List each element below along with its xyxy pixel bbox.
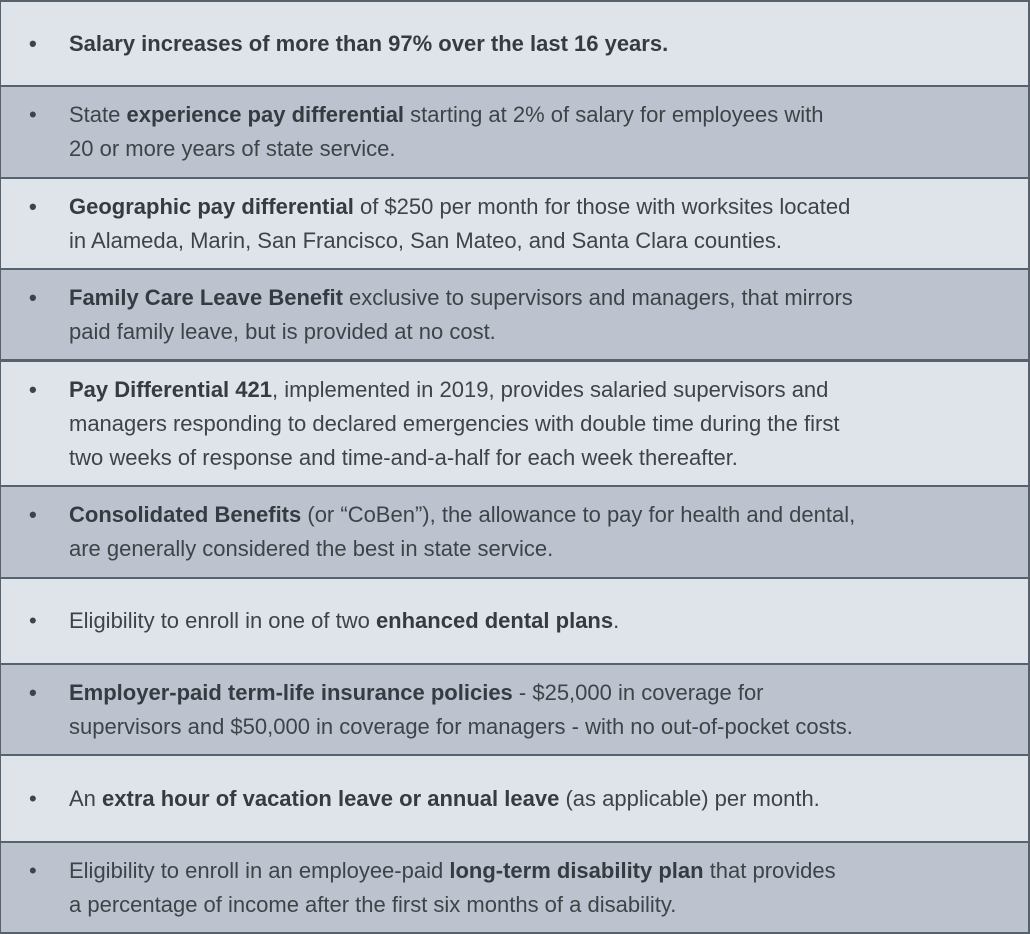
benefit-highlight: experience pay differential (126, 102, 405, 127)
benefit-text-segment: . (613, 608, 620, 633)
benefit-text-segment: in Alameda, Marin, San Francisco, San Mateo, and Santa Clara counties. (69, 228, 782, 253)
benefit-text-line (69, 441, 968, 475)
benefit-text (69, 98, 968, 166)
benefit-text-line (69, 782, 968, 816)
benefit-row (1, 843, 1028, 932)
benefit-text-segment: (or “CoBen”), the allowance to pay for health and dental, (301, 502, 856, 527)
benefit-highlight: Consolidated Benefits (69, 502, 302, 527)
benefit-text-line (69, 27, 968, 61)
benefit-text-segment: supervisors and $50,000 in coverage for managers - with no out-of-pocket costs. (69, 714, 853, 739)
benefit-text-line (69, 854, 968, 888)
benefit-text (69, 190, 968, 258)
benefit-text (69, 676, 968, 744)
benefit-text-line (69, 190, 968, 224)
benefit-text-line (69, 498, 968, 532)
bullet-icon: • (29, 786, 37, 811)
bullet-icon: • (29, 102, 37, 127)
benefit-row (1, 87, 1028, 177)
benefit-text-line (69, 132, 968, 166)
benefit-highlight: Employer-paid term-life insurance policies (69, 680, 513, 705)
benefit-text-line (69, 532, 968, 566)
benefit-text-segment: (as applicable) per month. (559, 786, 820, 811)
benefit-text-segment: a percentage of income after the first six months of a disability. (69, 892, 677, 917)
benefit-text-line (69, 315, 968, 349)
benefit-row (1, 362, 1028, 485)
benefit-highlight: Salary increases of more than 97% over the last 16 years. (69, 31, 669, 56)
benefit-text-segment: managers responding to declared emergencies with double time during the first (69, 411, 840, 436)
benefit-text-line (69, 604, 968, 638)
benefit-row (1, 756, 1028, 841)
benefit-text-segment: two weeks of response and time-and-a-half for each week thereafter. (69, 445, 738, 470)
benefit-highlight: long-term disability plan (449, 858, 704, 883)
benefit-row (1, 487, 1028, 577)
benefit-text-segment: starting at 2% of salary for employees with (404, 102, 824, 127)
benefit-highlight: Pay Differential 421 (69, 377, 272, 402)
benefit-text-line (69, 407, 968, 441)
benefit-text-line (69, 224, 968, 258)
benefit-text-segment: paid family leave, but is provided at no cost. (69, 319, 496, 344)
benefit-text (69, 498, 968, 566)
benefit-text-segment: Eligibility to enroll in an employee-paid (69, 858, 450, 883)
benefit-text-segment: are generally considered the best in state service. (69, 536, 554, 561)
benefit-text (69, 373, 968, 475)
benefit-text-segment: - $25,000 in coverage for (512, 680, 764, 705)
benefit-text (69, 281, 968, 349)
benefit-text (69, 604, 968, 638)
benefit-text-line (69, 373, 968, 407)
benefit-text-line (69, 710, 968, 744)
bullet-icon: • (29, 194, 37, 219)
bullet-icon: • (29, 502, 37, 527)
benefit-text-segment: , implemented in 2019, provides salaried supervisors and (271, 377, 829, 402)
bullet-icon: • (29, 608, 37, 633)
bullet-icon: • (29, 31, 37, 56)
benefit-row (1, 665, 1028, 754)
benefit-text (69, 27, 968, 61)
benefit-row (1, 270, 1028, 359)
benefit-text-segment: of $250 per month for those with worksites located (353, 194, 851, 219)
benefit-text-segment: Eligibility to enroll in one of two (69, 608, 376, 633)
benefit-text-line (69, 888, 968, 922)
bullet-icon: • (29, 377, 37, 402)
benefit-text-segment: exclusive to supervisors and managers, that mirrors (342, 285, 853, 310)
benefit-highlight: Family Care Leave Benefit (69, 285, 343, 310)
benefit-row (1, 579, 1028, 663)
benefit-highlight: enhanced dental plans (375, 608, 614, 633)
bullet-icon: • (29, 680, 37, 705)
benefit-text-line (69, 281, 968, 315)
bullet-icon: • (29, 285, 37, 310)
benefit-row (1, 2, 1028, 85)
benefit-text-segment: An (69, 786, 103, 811)
benefit-highlight: Geographic pay differential (69, 194, 354, 219)
benefit-text (69, 854, 968, 922)
benefit-text-segment: 20 or more years of state service. (69, 136, 396, 161)
benefit-text-line (69, 676, 968, 710)
benefit-text (69, 782, 968, 816)
benefit-text-segment: State (69, 102, 127, 127)
benefit-highlight: extra hour of vacation leave or annual leave (102, 786, 560, 811)
benefit-text-segment: that provides (703, 858, 836, 883)
benefit-row (1, 179, 1028, 268)
bullet-icon: • (29, 858, 37, 883)
benefit-text-line (69, 98, 968, 132)
